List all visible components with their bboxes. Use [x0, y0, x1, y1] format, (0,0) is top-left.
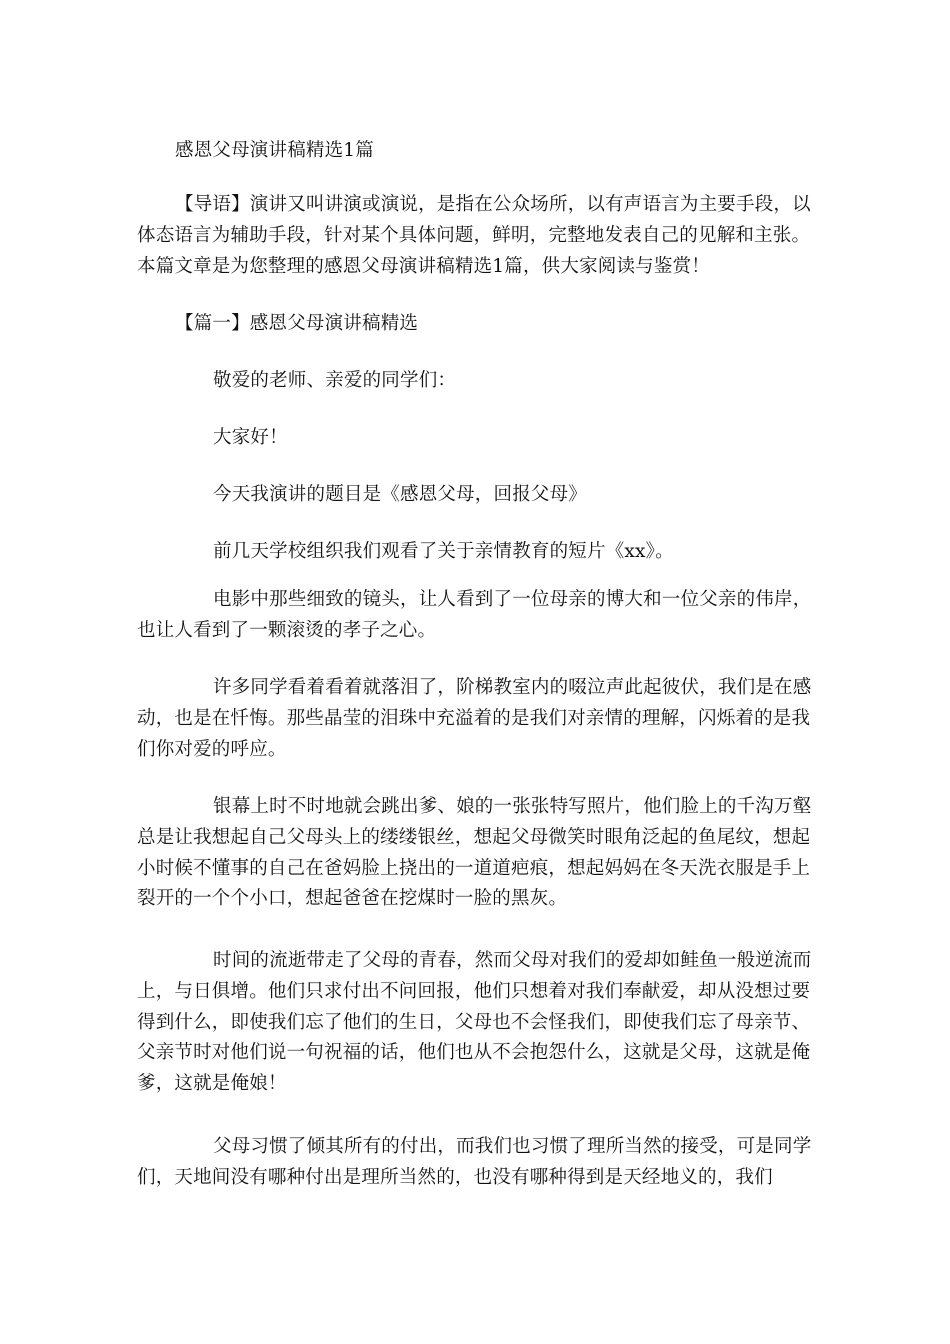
intro-paragraph: 【导语】演讲又叫讲演或演说，是指在公众场所，以有声语言为主要手段，以体态语言为辅助手段，针对某个具体问题，鲜明，完整地发表自己的见解和主张。本篇文章是为您整理的感恩父母演讲稿精选1篇，供大家阅读与鉴赏！ — [137, 194, 811, 277]
section-heading: 【篇一】感恩父母演讲稿精选 — [175, 313, 419, 334]
body-paragraph: 父母习惯了倾其所有的付出，而我们也习惯了理所当然的接受，可是同学们，天地间没有哪种付出是理所当然的，也没有哪种得到是天经地义的，我们 — [137, 1136, 812, 1188]
body-paragraph-film: 前几天学校组织我们观看了关于亲情教育的短片《xx》。 — [213, 541, 674, 562]
body-paragraph: 许多同学看着看着就落泪了，阶梯教室内的啜泣声此起彼伏，我们是在感动，也是在忏悔。那些晶莹的泪珠中充溢着的是我们对亲情的理解，闪烁着的是我们你对爱的呼应。 — [137, 677, 812, 760]
body-paragraph-greeting: 敬爱的老师、亲爱的同学们： — [213, 370, 457, 391]
body-paragraph-topic: 今天我演讲的题目是《感恩父母，回报父母》 — [213, 484, 588, 505]
body-paragraph: 电影中那些细致的镜头，让人看到了一位母亲的博大和一位父亲的伟岸，也让人看到了一颗滚烫的孝子之心。 — [137, 589, 812, 641]
body-paragraph-hello: 大家好！ — [213, 427, 288, 448]
document-title: 感恩父母演讲稿精选1篇 — [175, 140, 374, 161]
body-paragraph: 银幕上时不时地就会跳出爹、娘的一张张特写照片，他们脸上的千沟万壑总是让我想起自己父母头上的缕缕银丝，想起父母微笑时眼角泛起的鱼尾纹，想起小时候不懂事的自己在爸妈脸上挠出的一道道疤痕，想起妈妈在冬天洗衣服是手上裂开的一个个小口，想起爸爸在挖煤时一脸的黑灰。 — [137, 796, 812, 910]
body-paragraph: 时间的流逝带走了父母的青春，然而父母对我们的爱却如鲑鱼一般逆流而上，与日俱增。他们只求付出不问回报，他们只想着对我们奉献爱，却从没想过要得到什么，即使我们忘了他们的生日，父母也不会怪我们，即使我们忘了母亲节、父亲节时对他们说一句祝福的话，他们也从不会抱怨什么，这就是父母，这就是俺爹，这就是俺娘！ — [137, 950, 812, 1095]
